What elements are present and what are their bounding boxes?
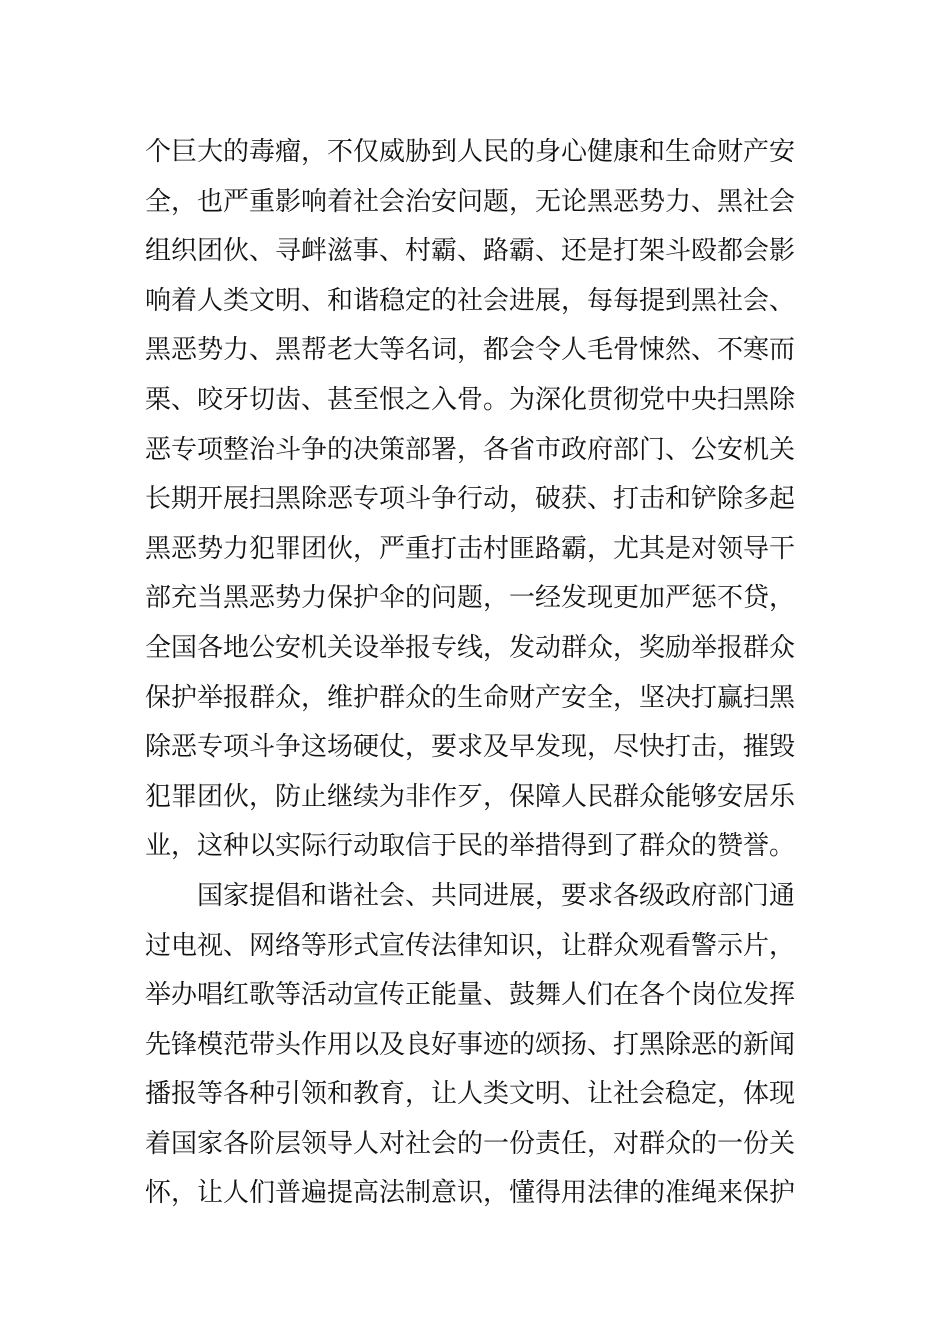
text-line: 全国各地公安机关设举报专线，发动群众，奖励举报群众 <box>145 632 796 663</box>
text-line: 怀，让人们普遍提高法制意识，懂得用法律的准绳来保护 <box>145 1178 796 1209</box>
text-line: 响着人类文明、和谐稳定的社会进展，每每提到黑社会、 <box>145 285 796 316</box>
body-text <box>145 128 815 1219</box>
text-line: 个巨大的毒瘤，不仅威胁到人民的身心健康和生命财产安 <box>145 137 796 167</box>
text-line: 先锋模范带头作用以及良好事迹的颂扬、打黑除恶的新闻 <box>145 1029 796 1060</box>
text-line: 保护举报群众，维护群众的生命财产安全，坚决打赢扫黑 <box>145 682 796 713</box>
text-line: 举办唱红歌等活动宣传正能量、鼓舞人们在各个岗位发挥 <box>145 980 796 1011</box>
text-line: 着国家各阶层领导人对社会的一份责任，对群众的一份关 <box>145 1128 796 1159</box>
paragraph <box>145 872 815 1219</box>
paragraph <box>145 128 815 872</box>
text-line: 犯罪团伙，防止继续为非作歹，保障人民群众能够安居乐 <box>145 781 796 812</box>
text-line: 栗、咬牙切齿、甚至恨之入骨。为深化贯彻党中央扫黑除 <box>145 384 796 415</box>
text-line: 黑恶势力、黑帮老大等名词，都会令人毛骨悚然、不寒而 <box>145 335 796 366</box>
text-line: 业，这种以实际行动取信于民的举措得到了群众的赞誉。 <box>145 831 796 862</box>
text-line: 国家提倡和谐社会、共同进展，要求各级政府部门通 <box>197 880 796 911</box>
text-line: 过电视、网络等形式宣传法律知识，让群众观看警示片， <box>145 930 796 961</box>
text-line: 全，也严重影响着社会治安问题，无论黑恶势力、黑社会 <box>145 186 796 217</box>
text-line: 除恶专项斗争这场硬仗，要求及早发现，尽快打击，摧毁 <box>145 732 796 763</box>
text-line: 部充当黑恶势力保护伞的问题，一经发现更加严惩不贷， <box>145 583 796 614</box>
text-line: 黑恶势力犯罪团伙，严重打击村匪路霸，尤其是对领导干 <box>145 533 796 564</box>
text-line: 长期开展扫黑除恶专项斗争行动，破获、打击和铲除多起 <box>145 484 796 515</box>
text-line: 恶专项整治斗争的决策部署，各省市政府部门、公安机关 <box>145 434 796 465</box>
text-line: 播报等各种引领和教育，让人类文明、让社会稳定，体现 <box>145 1079 796 1110</box>
text-line: 组织团伙、寻衅滋事、村霸、路霸、还是打架斗殴都会影 <box>145 236 796 267</box>
